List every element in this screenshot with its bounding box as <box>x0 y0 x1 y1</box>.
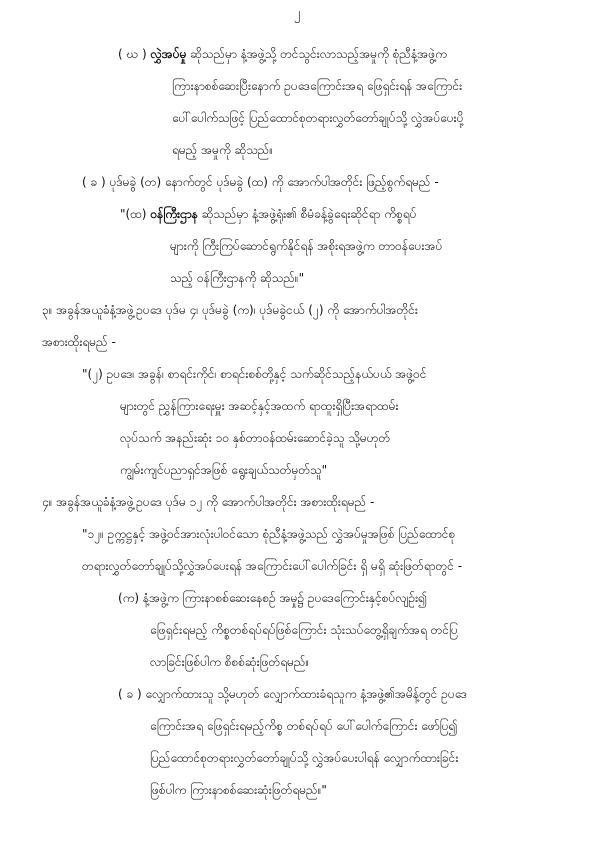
subclause-2-line-3: လုပ်သက် အနည်းဆုံး ၁၀ နှစ်တာဝန်ထမ်းဆောင်ခဲ့သူ သို့မဟုတ် <box>120 431 391 445</box>
section-3-line-2: အစားထိုးရမည် - <box>42 335 116 349</box>
section-3-line-1: ၃။ အခွန်အယူခံနံ့အဖွဲ့ဥပဒေ ပုဒ်မ ၄၊ ပုဒ်မခွဲ (က)၊ ပုဒ်မခွဲငယ် (၂) ကို အောက်ပါအတိုင်း <box>42 303 418 317</box>
clause-gha-line-2: ကြားနာစစ်ဆေးပြီးနောက် ဥပဒေကြောင်းအရ ဖြေရှင်းရန် အကြောင်း <box>172 79 463 93</box>
term-bold: ဝန်ကြီးဌာန <box>150 207 198 221</box>
clause-kha2-line-3: ပြည်ထောင်စုတရားလွှတ်တော်ချုပ်သို့ လွှဲအပ်ပေးပါရန် လျှောက်ထားခြင်း <box>150 751 459 765</box>
section-12-line-2: တရားလွှတ်တော်ချုပ်သို့လွှဲအပ်ပေးရန် အကြောင်းပေါ်ပေါက်ခြင်း ရှိ မရှိ ဆုံးဖြတ်ရာတွင် - <box>82 559 463 573</box>
page-number: ၂ <box>293 6 301 21</box>
subclause-2-line-1: "(၂) ဥပဒေ၊ အခွန်၊ စာရင်းကိုင်၊ စာရင်းစစ်တို့နှင့် သက်ဆိုင်သည့်နယ်ပယ် အဖွဲ့ဝင် <box>82 367 427 381</box>
section-4-line-1: ၄။ အခွန်အယူခံနံ့အဖွဲ့ဥပဒေ ပုဒ်မ ၁၂ ကို အောက်ပါအတိုင်း အစားထိုးရမည် - <box>42 495 375 509</box>
clause-kha2-line-1: ( ခ ) လျှောက်ထားသူ သို့မဟုတ် လျှောက်ထားခံရသူက နံ့အဖွဲ့၏အမိန့်တွင် ဥပဒေ <box>118 687 468 701</box>
section-12-line-1: "၁၂။ ဥက္ကဋ္ဌနှင့် အဖွဲ့ဝင်အားလုံးပါဝင်သော စုံညီနံ့အဖွဲ့သည် လွှဲအပ်မှုအဖြစ် ပြည်ထောင်စု <box>82 527 456 541</box>
clause-gha-line-3: ပေါ်ပေါက်သဖြင့် ပြည်ထောင်စုတရားလွှတ်တော်ချုပ်သို့ လွှဲအပ်ပေးပို့ <box>172 111 464 125</box>
subclause-hta-line-2: များကို ကြီးကြပ်ဆောင်ရွက်နိုင်ရန် အစိုးရအဖွဲ့က တာဝန်ပေးအပ် <box>170 239 443 253</box>
term-bold: လွှဲအပ်မှု <box>150 47 187 61</box>
clause-kha-line-1: ( ခ ) ပုဒ်မခွဲ (တ) နောက်တွင် ပုဒ်မခွဲ (ထ) ကို အောက်ပါအတိုင်း ဖြည့်စွက်ရမည် - <box>82 175 439 189</box>
clause-gha-line-4: ရမည့် အမှုကို ဆိုသည်။ <box>172 143 274 157</box>
subclause-2-line-4: ကျွမ်းကျင်ပညာရှင်အဖြစ် ရွေးချယ်သတ်မှတ်သူ" <box>120 463 328 477</box>
clause-kha2-line-4: ဖြစ်ပါက ကြားနာစစ်ဆေးဆုံးဖြတ်ရမည်။" <box>150 783 327 797</box>
subclause-hta-line-1: "(ထ) ဝန်ကြီးဌာန ဆိုသည်မှာ နံ့အဖွဲ့ရုံး၏ စီမံခန့်ခွဲရေးဆိုင်ရာ ကိစ္စရပ် <box>120 207 417 221</box>
clause-ka-line-3: လာခြင်းဖြစ်ပါက စိစစ်ဆုံးဖြတ်ရမည်။ <box>150 655 310 669</box>
clause-ka-line-2: ဖြေရှင်းရမည့် ကိစ္စတစ်ရပ်ရပ်ဖြစ်ကြောင်း သုံးသပ်တွေ့ရှိချက်အရ တင်ပြ <box>150 623 458 637</box>
clause-ka-line-1: (က) နံ့အဖွဲ့က ကြားနာစစ်ဆေးနေစဉ် အမှု၌ ဥပဒေကြောင်းနှင့်စပ်လျဉ်း၍ <box>118 591 428 605</box>
subclause-hta-line-3: သည့် ဝန်ကြီးဌာနကို ဆိုသည်။" <box>170 271 305 285</box>
subclause-2-line-2: များတွင် ညွှန်ကြားရေးမှူး အဆင့်နှင့်အထက် ရာထူးရှိပြီးအရာထမ်း <box>120 399 399 413</box>
clause-gha-line-1: ( ဃ ) လွှဲအပ်မှု ဆိုသည်မှာ နံ့အဖွဲ့သို့ တင်သွင်းလာသည့်အမှုကို စုံညီနံ့အဖွဲ့က <box>118 47 447 61</box>
clause-kha2-line-2: ကြောင်းအရ ဖြေရှင်းရမည့်ကိစ္စ တစ်ရပ်ရပ် ပေါ်ပေါက်ကြောင်း ဖော်ပြ၍ <box>150 719 458 733</box>
